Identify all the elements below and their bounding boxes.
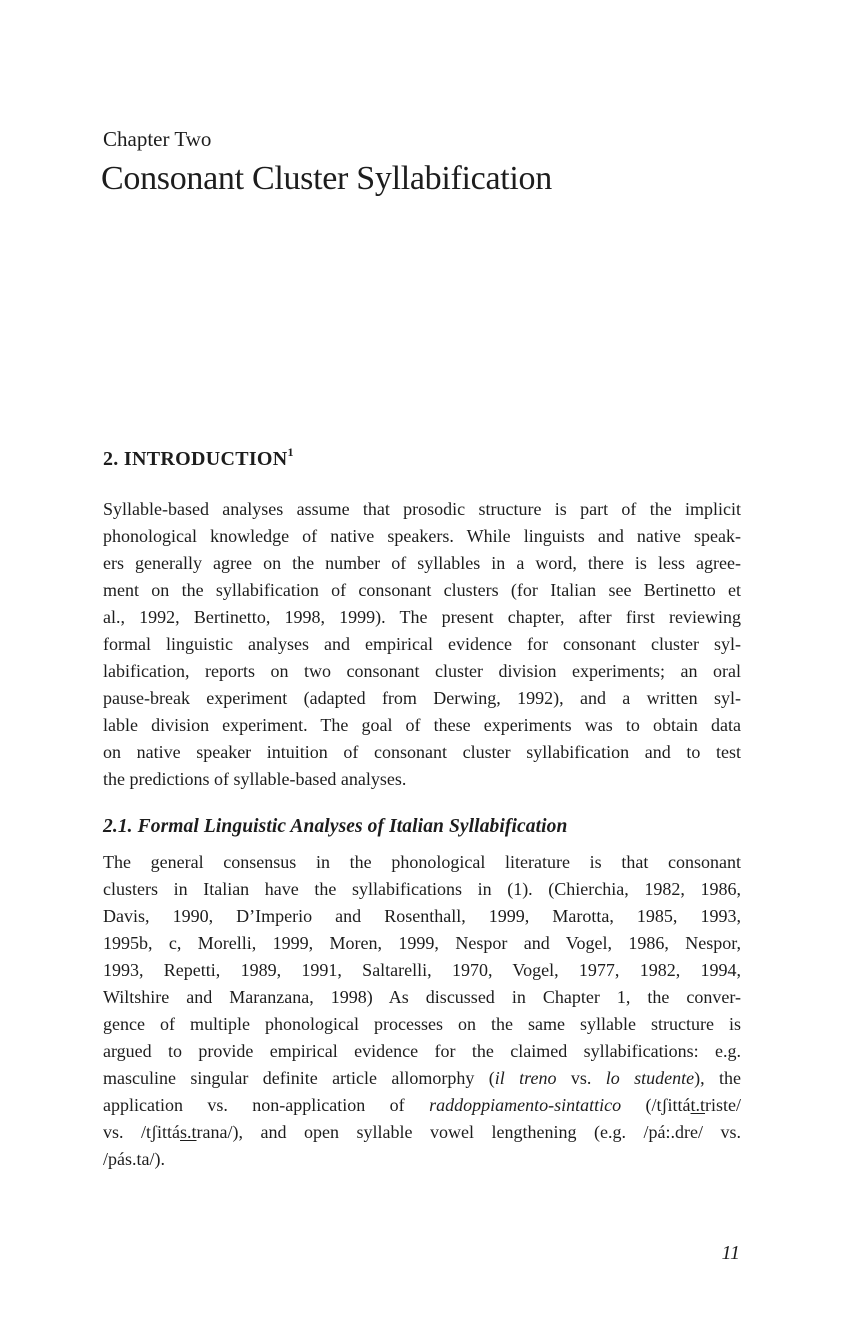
plain-text: rana/), and open syllable vowel lengthening (e.g. /pá:.dre/ vs. bbox=[196, 1122, 741, 1142]
subsection-heading-formal-analyses: 2.1. Formal Linguistic Analyses of Italian Syllabification bbox=[103, 816, 568, 837]
text-line bbox=[103, 766, 741, 793]
plain-text: ), the bbox=[694, 1068, 742, 1088]
underlined-text: t.t bbox=[690, 1095, 706, 1115]
text-line bbox=[103, 712, 741, 739]
plain-text: vs. /tʃittá bbox=[103, 1122, 181, 1142]
text-line bbox=[103, 1092, 741, 1119]
italic-text: il treno bbox=[494, 1068, 557, 1088]
plain-text: 1995b, c, Morelli, 1999, Moren, 1999, Nespor and Vogel, 1986, Nespor, bbox=[103, 933, 741, 953]
plain-text: lable division experiment. The goal of these experiments was to obtain data bbox=[103, 715, 741, 735]
plain-text: the predictions of syllable-based analyses. bbox=[103, 769, 407, 789]
plain-text: Syllable-based analyses assume that prosodic structure is part of the implicit bbox=[103, 499, 741, 519]
plain-text: Davis, 1990, D’Imperio and Rosenthall, 1999, Marotta, 1985, 1993, bbox=[103, 906, 741, 926]
plain-text: argued to provide empirical evidence for the claimed syllabifications: e.g. bbox=[103, 1041, 741, 1061]
text-line bbox=[103, 849, 741, 876]
text-line bbox=[103, 1119, 741, 1146]
text-line bbox=[103, 1146, 741, 1173]
plain-text: pause-break experiment (adapted from Derwing, 1992), and a written syl- bbox=[103, 688, 741, 708]
text-line bbox=[103, 984, 741, 1011]
text-line bbox=[103, 1011, 741, 1038]
plain-text: al., 1992, Bertinetto, 1998, 1999). The present chapter, after first reviewing bbox=[103, 607, 741, 627]
plain-text: (/tʃittá bbox=[621, 1095, 691, 1115]
text-line bbox=[103, 1038, 741, 1065]
section-heading-introduction bbox=[103, 446, 743, 472]
text-line bbox=[103, 876, 741, 903]
formal-analyses-paragraph bbox=[103, 849, 741, 1173]
plain-text: riste/ bbox=[705, 1095, 742, 1115]
plain-text: masculine singular definite article allomorphy ( bbox=[103, 1068, 495, 1088]
plain-text: gence of multiple phonological processes on the same syllable structure is bbox=[103, 1014, 741, 1034]
plain-text: on native speaker intuition of consonant cluster syllabification and to test bbox=[103, 742, 741, 762]
plain-text: 1993, Repetti, 1989, 1991, Saltarelli, 1970, Vogel, 1977, 1982, 1994, bbox=[103, 960, 741, 980]
footnote-marker: 1 bbox=[287, 445, 294, 460]
text-line bbox=[103, 685, 741, 712]
plain-text: ment on the syllabification of consonant clusters (for Italian see Bertinetto et bbox=[103, 580, 741, 600]
text-line bbox=[103, 739, 741, 766]
page-number: 11 bbox=[721, 1242, 740, 1264]
plain-text: The general consensus in the phonological literature is that consonant bbox=[103, 852, 741, 872]
italic-text: raddoppiamento-sintattico bbox=[429, 1095, 622, 1115]
plain-text: phonological knowledge of native speakers. While linguists and native speak- bbox=[103, 526, 741, 546]
text-line bbox=[103, 957, 741, 984]
text-line bbox=[103, 903, 741, 930]
plain-text: /pás.ta/). bbox=[103, 1149, 165, 1169]
introduction-paragraph bbox=[103, 496, 741, 793]
plain-text: clusters in Italian have the syllabifications in (1). (Chierchia, 1982, 1986, bbox=[103, 879, 741, 899]
plain-text: ers generally agree on the number of syllables in a word, there is less agree- bbox=[103, 553, 741, 573]
italic-text: lo studente bbox=[605, 1068, 695, 1088]
text-line bbox=[103, 658, 741, 685]
chapter-title: Consonant Cluster Syllabification bbox=[101, 160, 552, 197]
underlined-text: s.t bbox=[180, 1122, 197, 1142]
text-line bbox=[103, 523, 741, 550]
text-line bbox=[103, 550, 741, 577]
plain-text: application vs. non-application of bbox=[103, 1095, 430, 1115]
plain-text: Wiltshire and Maranzana, 1998) As discussed in Chapter 1, the conver- bbox=[103, 987, 741, 1007]
plain-text: vs. bbox=[556, 1068, 606, 1088]
plain-text: labification, reports on two consonant cluster division experiments; an oral bbox=[103, 661, 741, 681]
text-line bbox=[103, 604, 741, 631]
text-line bbox=[103, 631, 741, 658]
text-line bbox=[103, 496, 741, 523]
plain-text: formal linguistic analyses and empirical evidence for consonant cluster syl- bbox=[103, 634, 741, 654]
section-heading-text: 2. INTRODUCTION bbox=[103, 448, 288, 470]
text-line bbox=[103, 1065, 741, 1092]
text-line bbox=[103, 577, 741, 604]
text-line bbox=[103, 930, 741, 957]
chapter-label: Chapter Two bbox=[103, 127, 212, 151]
